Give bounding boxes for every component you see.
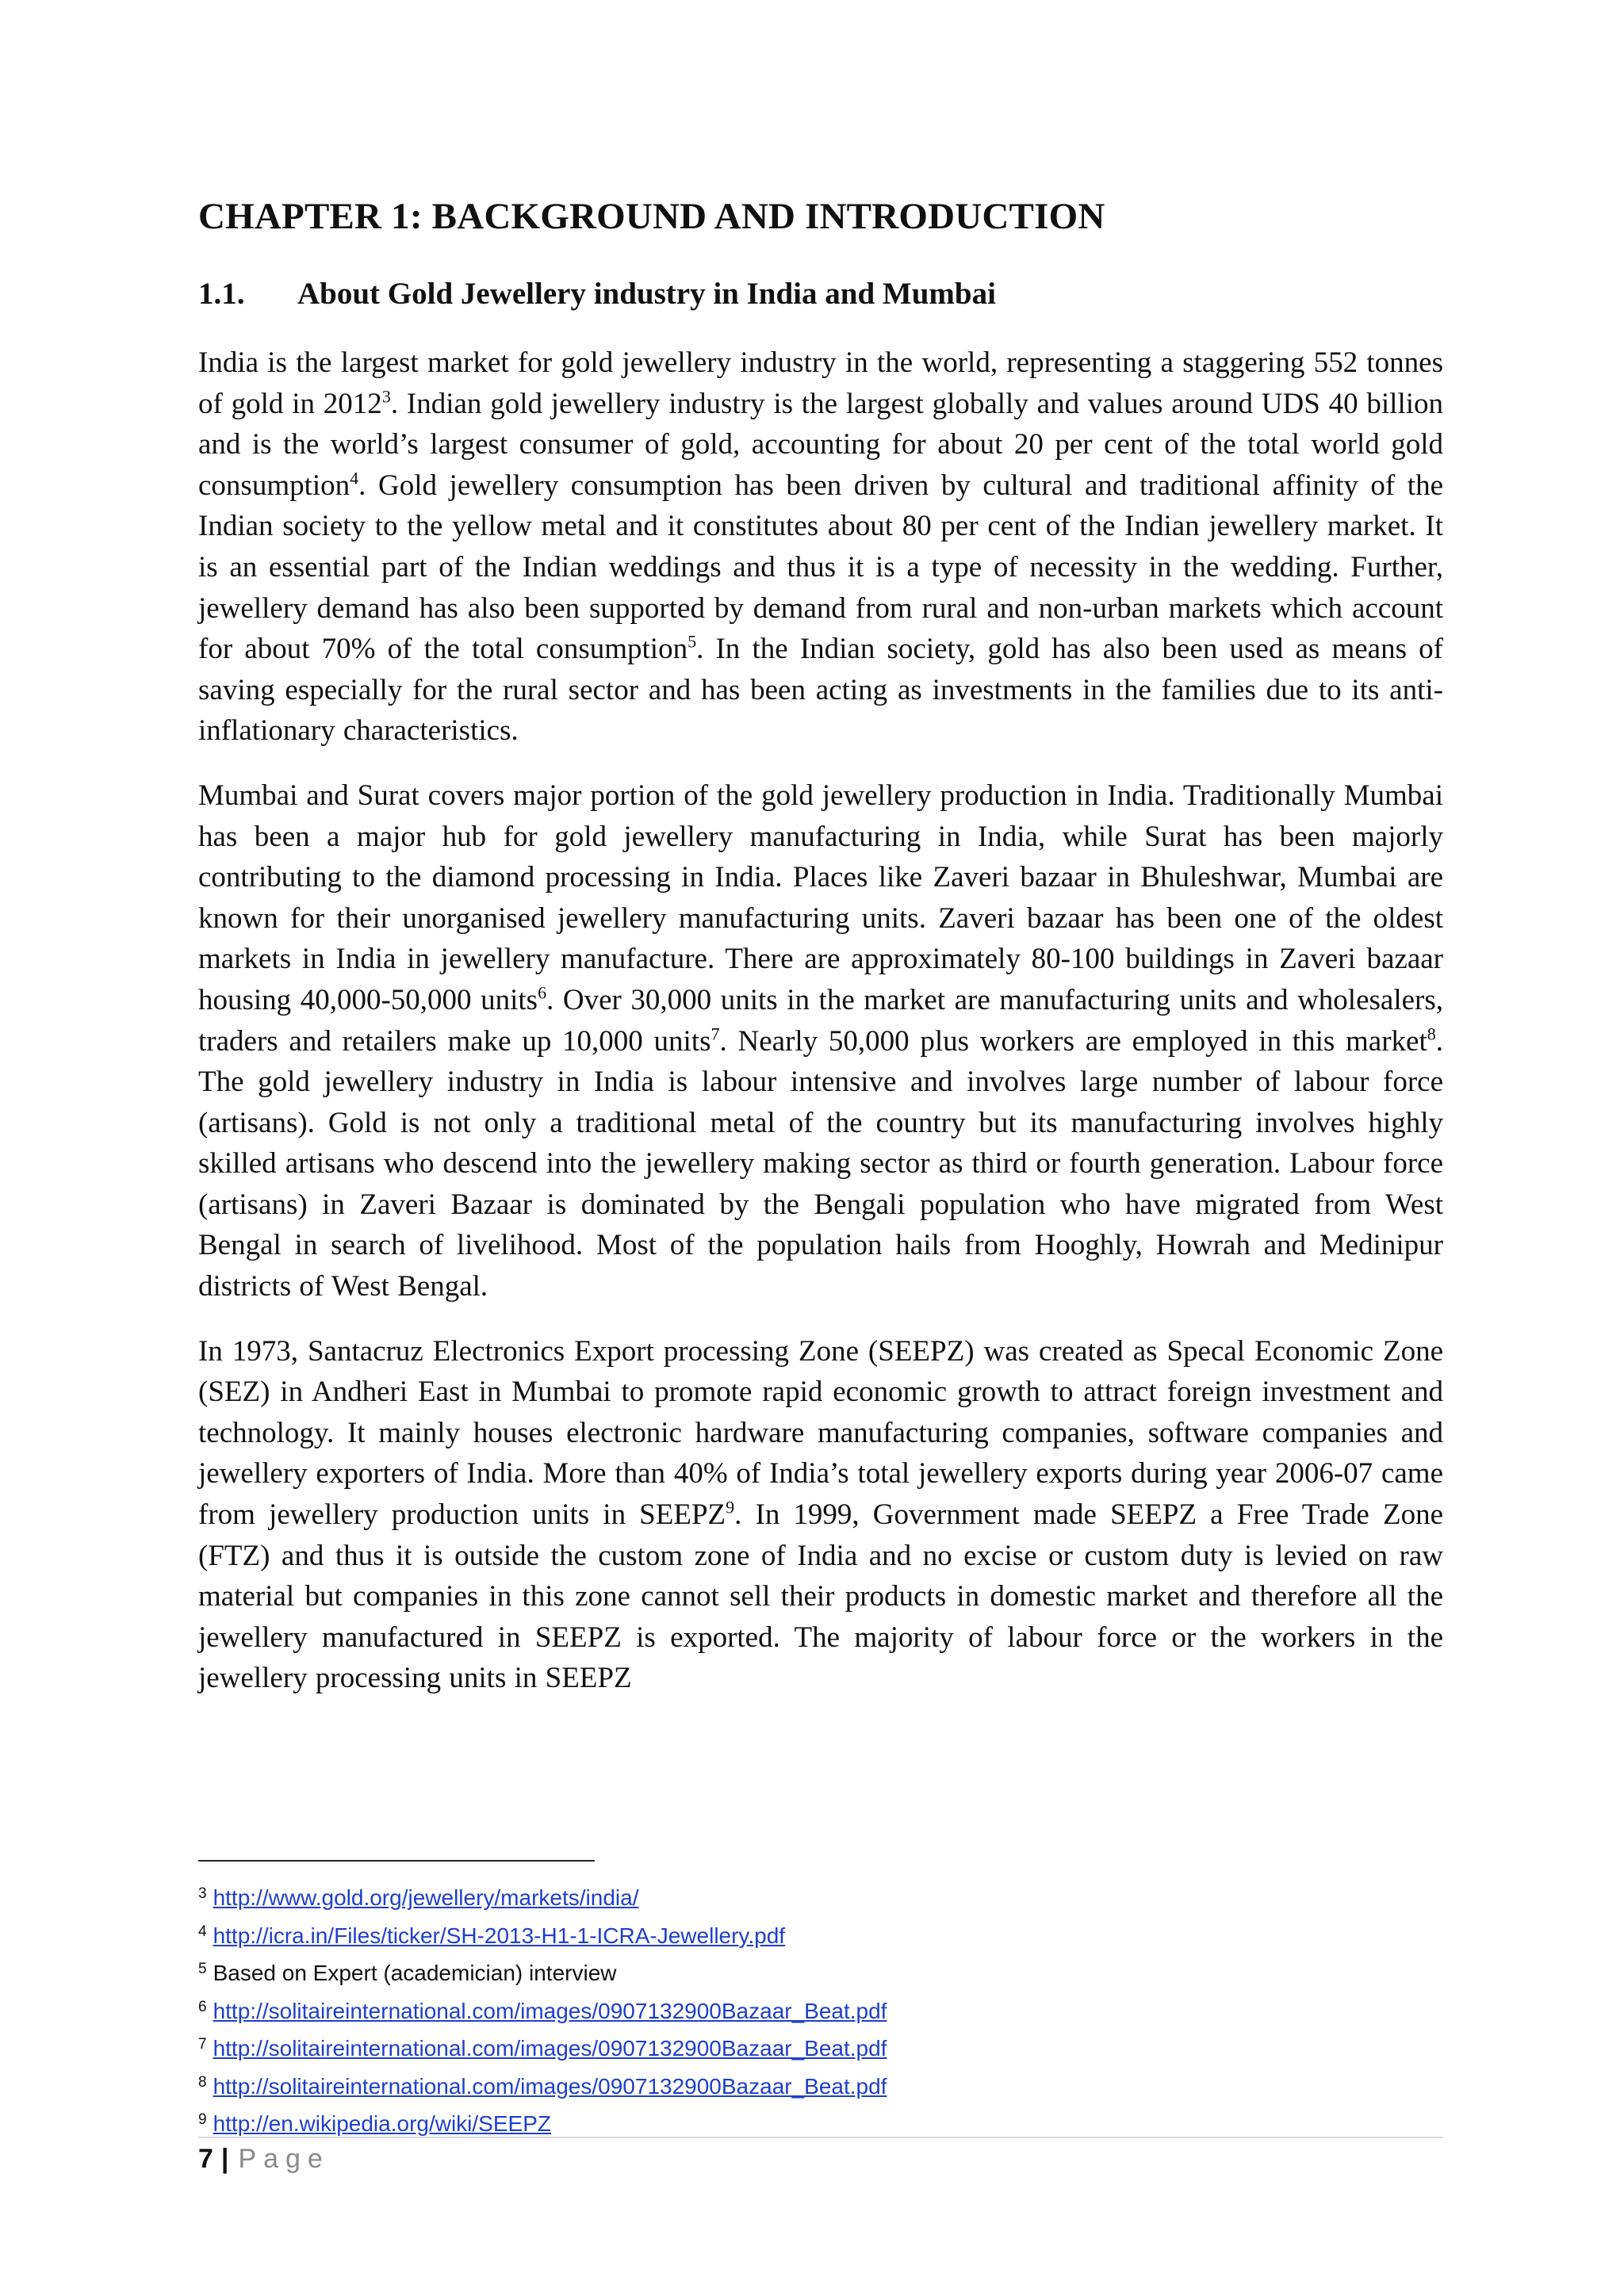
body-text xyxy=(198,342,1443,1723)
footnote-text: Based on Expert (academician) interview xyxy=(213,1961,617,1985)
footnote-item xyxy=(198,1991,1443,2029)
footnote-separator xyxy=(198,1860,595,1862)
footnote-reference[interactable]: 9 xyxy=(726,1497,735,1517)
footnote-list xyxy=(198,1877,1443,2141)
footnote-number: 7 xyxy=(198,2036,207,2053)
footnote-reference[interactable]: 4 xyxy=(350,468,359,488)
footnote-link[interactable]: http://solitaireinternational.com/images/0907132900Bazaar_Beat.pdf xyxy=(213,2036,887,2061)
footnote-item xyxy=(198,2066,1443,2104)
paragraph-text: In 1973, Santacruz Electronics Export processing Zone (SEEPZ) was created as Specal Economic Zone (SEZ) in Andheri East in Mumbai to promote rapid economic growth to attract foreign investment and technology. It mainly houses electronic hardware manufacturing companies, software companies and jewellery exporters of India. More than 40% of India’s total jewellery exports during year 2006-07 came from jewellery production units in SEEPZ xyxy=(198,1334,1443,1532)
chapter-title: CHAPTER 1: BACKGROUND AND INTRODUCTION xyxy=(198,196,1105,237)
footnote-link[interactable]: http://solitaireinternational.com/images/0907132900Bazaar_Beat.pdf xyxy=(213,1998,887,2023)
section-heading xyxy=(198,276,996,312)
footnote-link[interactable]: http://en.wikipedia.org/wiki/SEEPZ xyxy=(213,2111,551,2136)
footer-divider xyxy=(198,2137,1443,2138)
body-paragraph xyxy=(198,342,1443,752)
footnote-reference[interactable]: 7 xyxy=(710,1024,720,1044)
section-number: 1.1. xyxy=(198,277,245,311)
footnote-number: 9 xyxy=(198,2111,207,2128)
paragraph-text: . In the Indian society, gold has also been used as means of saving especially for the rural sector and has been acting as investments in the families due to its anti-inflationary characteristics. xyxy=(198,633,1443,748)
footnote-reference[interactable]: 8 xyxy=(1427,1024,1436,1044)
paragraph-text: . Nearly 50,000 plus workers are employed in this market xyxy=(719,1024,1427,1058)
paragraph-text: . Over 30,000 units in the market are manufacturing units and wholesalers, traders and retailers make up 10,000 units xyxy=(198,983,1444,1058)
section-title: About Gold Jewellery industry in India and Mumbai xyxy=(297,277,996,311)
footnote-number: 5 xyxy=(198,1961,207,1977)
paragraph-text: . Indian gold jewellery industry is the largest globally and values around UDS 40 billion and is the world’s largest consumer of gold, accounting for about 20 per cent of the total world gold consumption xyxy=(198,387,1444,502)
footnote-number: 4 xyxy=(198,1923,207,1940)
paragraph-text: Mumbai and Surat covers major portion of the gold jewellery production in India. Traditionally Mumbai has been a major hub for gold jewellery manufacturing in India, while Surat has been majorly contributing to the diamond processing in India. Places like Zaveri bazaar in Bhuleshwar, Mumbai are known for their unorganised jewellery manufacturing units. Zaveri bazaar has been one of the oldest markets in India in jewellery manufacture. There are approximately 80-100 buildings in Zaveri bazaar housing 40,000-50,000 units xyxy=(198,779,1443,1016)
body-paragraph xyxy=(198,1331,1443,1699)
footnote-item xyxy=(198,1877,1443,1915)
paragraph-text: India is the largest market for gold jewellery industry in the world, representing a staggering 552 tonnes of gold in 2012 xyxy=(198,346,1443,420)
footnote-item xyxy=(198,1953,1443,1991)
footnote-number: 3 xyxy=(198,1885,207,1902)
footnote-number: 6 xyxy=(198,1998,207,2015)
paragraph-text: . The gold jewellery industry in India is labour intensive and involves large number of labour force (artisans). Gold is not only a traditional metal of the country but its manufacturing involves highly skilled artisans who descend into the jewellery making sector as third or fourth generation. Labour force (artisans) in Zaveri Bazaar is dominated by the Bengali population who have migrated from West Bengal in search of livelihood. Most of the population hails from Hooghly, Howrah and Medinipur districts of West Bengal. xyxy=(198,1024,1443,1303)
footnote-link[interactable]: http://solitaireinternational.com/images/0907132900Bazaar_Beat.pdf xyxy=(213,2073,887,2099)
footnote-item xyxy=(198,2103,1443,2141)
paragraph-text: . Gold jewellery consumption has been driven by cultural and traditional affinity of the Indian society to the yellow metal and it constitutes about 80 per cent of the Indian jewellery market. It is an essential part of the Indian weddings and thus it is a type of necessity in the wedding. Further, jewellery demand has also been supported by demand from rural and non-urban markets which account for about 70% of the total consumption xyxy=(198,469,1443,666)
footnote-number: 8 xyxy=(198,2073,207,2091)
body-paragraph xyxy=(198,775,1443,1307)
footnote-item xyxy=(198,2028,1443,2066)
footnote-reference[interactable]: 3 xyxy=(381,386,391,407)
page-label: Page xyxy=(238,2144,330,2174)
footnote-reference[interactable]: 5 xyxy=(688,631,697,652)
footnote-reference[interactable]: 6 xyxy=(538,982,547,1003)
footer-separator: | xyxy=(220,2144,229,2174)
document-page xyxy=(198,0,1443,2296)
footnote-item xyxy=(198,1915,1443,1954)
page-number: 7 xyxy=(198,2144,213,2174)
paragraph-text: . In 1999, Government made SEEPZ a Free Trade Zone (FTZ) and thus it is outside the custom zone of India and no excise or custom duty is levied on raw material but companies in this zone cannot sell their products in domestic market and therefore all the jewellery manufactured in SEEPZ is exported. The majority of labour force or the workers in the jewellery processing units in SEEPZ xyxy=(198,1498,1443,1695)
footnote-link[interactable]: http://icra.in/Files/ticker/SH-2013-H1-1-ICRA-Jewellery.pdf xyxy=(213,1923,786,1948)
footnote-link[interactable]: http://www.gold.org/jewellery/markets/india/ xyxy=(213,1885,639,1910)
page-footer xyxy=(198,2144,330,2175)
